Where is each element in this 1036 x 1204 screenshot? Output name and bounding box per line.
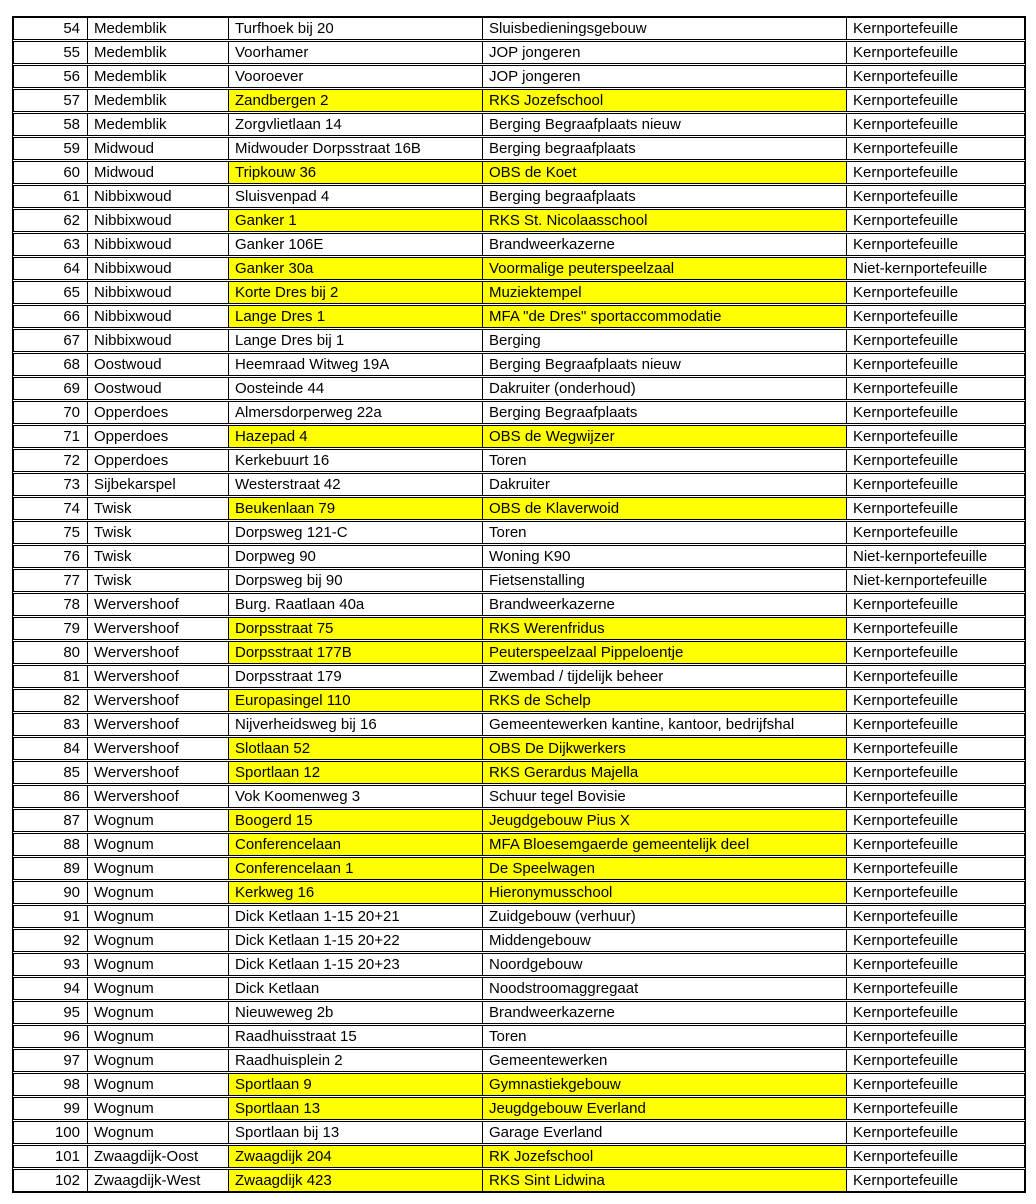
cell-place: Zwaagdijk-West: [88, 1170, 229, 1191]
cell-portfolio: Kernportefeuille: [853, 116, 959, 133]
table-row-57: [13, 89, 1025, 112]
cell-place: Opperdoes: [88, 402, 229, 423]
cell-address: Lange Dres 1: [229, 306, 483, 327]
cell-description: MFA Bloesemgaerde gemeentelijk deel: [483, 834, 847, 855]
cell-number: 68: [14, 354, 88, 375]
table-row-84: [13, 737, 1025, 760]
cell-portfolio: Kernportefeuille: [853, 500, 959, 517]
cell-number: 58: [14, 114, 88, 135]
cell-address: Zorgvlietlaan 14: [229, 114, 483, 135]
cell-address: Zwaagdijk 204: [229, 1146, 483, 1167]
cell-place: Nibbixwoud: [88, 282, 229, 303]
cell-number: 86: [14, 786, 88, 807]
cell-portfolio: Kernportefeuille: [853, 404, 959, 421]
cell-portfolio: Kernportefeuille: [853, 932, 959, 949]
table-row-87: [13, 809, 1025, 832]
table-row-92: [13, 929, 1025, 952]
cell-address: Dorpsstraat 179: [229, 666, 483, 687]
cell-place: Wognum: [88, 1122, 229, 1143]
cell-number: 78: [14, 594, 88, 615]
cell-place: Wognum: [88, 930, 229, 951]
cell-address: Turfhoek bij 20: [229, 18, 483, 39]
cell-place: Nibbixwoud: [88, 330, 229, 351]
table-row-83: [13, 713, 1025, 736]
cell-address: Boogerd 15: [229, 810, 483, 831]
cell-portfolio: Kernportefeuille: [853, 428, 959, 445]
cell-number: 95: [14, 1002, 88, 1023]
cell-address: Sportlaan 13: [229, 1098, 483, 1119]
cell-address: Sportlaan 9: [229, 1074, 483, 1095]
property-portfolio-table: [12, 16, 1026, 1193]
cell-description: Schuur tegel Bovisie: [483, 786, 847, 807]
cell-number: 67: [14, 330, 88, 351]
table-row-55: [13, 41, 1025, 64]
cell-address: Kerkebuurt 16: [229, 450, 483, 471]
table-row-89: [13, 857, 1025, 880]
table-row-70: [13, 401, 1025, 424]
cell-address: Hazepad 4: [229, 426, 483, 447]
cell-portfolio: Kernportefeuille: [853, 692, 959, 709]
cell-place: Wognum: [88, 1026, 229, 1047]
cell-portfolio: Kernportefeuille: [853, 884, 959, 901]
cell-address: Conferencelaan 1: [229, 858, 483, 879]
cell-description: Peuterspeelzaal Pippeloentje: [483, 642, 847, 663]
cell-description: Middengebouw: [483, 930, 847, 951]
table-row-100: [13, 1121, 1025, 1144]
cell-portfolio: Kernportefeuille: [853, 44, 959, 61]
cell-number: 59: [14, 138, 88, 159]
cell-address: Beukenlaan 79: [229, 498, 483, 519]
cell-description: Gymnastiekgebouw: [483, 1074, 847, 1095]
cell-place: Nibbixwoud: [88, 306, 229, 327]
cell-description: Muziektempel: [483, 282, 847, 303]
cell-place: Wognum: [88, 882, 229, 903]
cell-description: Garage Everland: [483, 1122, 847, 1143]
cell-description: Zwembad / tijdelijk beheer: [483, 666, 847, 687]
cell-number: 98: [14, 1074, 88, 1095]
cell-portfolio: Kernportefeuille: [853, 188, 959, 205]
cell-address: Zandbergen 2: [229, 90, 483, 111]
table-row-98: [13, 1073, 1025, 1096]
cell-place: Midwoud: [88, 138, 229, 159]
cell-place: Midwoud: [88, 162, 229, 183]
cell-description: Jeugdgebouw Pius X: [483, 810, 847, 831]
cell-place: Twisk: [88, 570, 229, 591]
cell-place: Wervershoof: [88, 618, 229, 639]
cell-portfolio: Kernportefeuille: [853, 836, 959, 853]
cell-description: Zuidgebouw (verhuur): [483, 906, 847, 927]
cell-address: Voorhamer: [229, 42, 483, 63]
cell-portfolio: Kernportefeuille: [853, 1052, 959, 1069]
cell-address: Slotlaan 52: [229, 738, 483, 759]
table-row-61: [13, 185, 1025, 208]
table-row-93: [13, 953, 1025, 976]
cell-address: Dick Ketlaan 1-15 20+22: [229, 930, 483, 951]
cell-place: Twisk: [88, 498, 229, 519]
cell-description: Woning K90: [483, 546, 847, 567]
cell-address: Dorpsstraat 75: [229, 618, 483, 639]
cell-place: Wervershoof: [88, 642, 229, 663]
cell-address: Vooroever: [229, 66, 483, 87]
table-row-76: [13, 545, 1025, 568]
cell-number: 83: [14, 714, 88, 735]
cell-place: Wervershoof: [88, 690, 229, 711]
table-row-80: [13, 641, 1025, 664]
cell-number: 97: [14, 1050, 88, 1071]
cell-description: Gemeentewerken: [483, 1050, 847, 1071]
cell-address: Zwaagdijk 423: [229, 1170, 483, 1191]
table-row-56: [13, 65, 1025, 88]
cell-address: Europasingel 110: [229, 690, 483, 711]
cell-description: Brandweerkazerne: [483, 1002, 847, 1023]
table-row-101: [13, 1145, 1025, 1168]
table-row-85: [13, 761, 1025, 784]
cell-address: Ganker 30a: [229, 258, 483, 279]
cell-portfolio: Kernportefeuille: [853, 1100, 959, 1117]
cell-number: 96: [14, 1026, 88, 1047]
cell-address: Lange Dres bij 1: [229, 330, 483, 351]
cell-place: Wervershoof: [88, 762, 229, 783]
table-row-65: [13, 281, 1025, 304]
cell-portfolio: Kernportefeuille: [853, 380, 959, 397]
cell-address: Ganker 1: [229, 210, 483, 231]
cell-number: 99: [14, 1098, 88, 1119]
cell-description: OBS de Wegwijzer: [483, 426, 847, 447]
cell-place: Medemblik: [88, 18, 229, 39]
cell-portfolio: Kernportefeuille: [853, 1124, 959, 1141]
cell-number: 56: [14, 66, 88, 87]
table-row-97: [13, 1049, 1025, 1072]
cell-description: MFA "de Dres" sportaccommodatie: [483, 306, 847, 327]
table-row-54: [13, 17, 1025, 40]
cell-number: 101: [14, 1146, 88, 1167]
cell-description: Sluisbedieningsgebouw: [483, 18, 847, 39]
cell-number: 61: [14, 186, 88, 207]
table-row-102: [13, 1169, 1025, 1192]
cell-portfolio: Kernportefeuille: [853, 908, 959, 925]
cell-address: Kerkweg 16: [229, 882, 483, 903]
cell-place: Wervershoof: [88, 594, 229, 615]
table-row-90: [13, 881, 1025, 904]
cell-portfolio: Kernportefeuille: [853, 956, 959, 973]
table-row-60: [13, 161, 1025, 184]
cell-place: Twisk: [88, 522, 229, 543]
cell-description: RKS de Schelp: [483, 690, 847, 711]
cell-description: RK Jozefschool: [483, 1146, 847, 1167]
table-row-64: [13, 257, 1025, 280]
cell-description: Berging begraafplaats: [483, 186, 847, 207]
cell-place: Medemblik: [88, 42, 229, 63]
cell-portfolio: Kernportefeuille: [853, 1028, 959, 1045]
cell-number: 65: [14, 282, 88, 303]
cell-portfolio: Kernportefeuille: [853, 92, 959, 109]
cell-place: Zwaagdijk-Oost: [88, 1146, 229, 1167]
cell-address: Dorpsweg 121-C: [229, 522, 483, 543]
cell-description: RKS Jozefschool: [483, 90, 847, 111]
cell-place: Wervershoof: [88, 666, 229, 687]
cell-address: Westerstraat 42: [229, 474, 483, 495]
cell-number: 77: [14, 570, 88, 591]
cell-number: 90: [14, 882, 88, 903]
cell-address: Conferencelaan: [229, 834, 483, 855]
cell-portfolio: Kernportefeuille: [853, 1172, 959, 1189]
cell-portfolio: Kernportefeuille: [853, 332, 959, 349]
cell-address: Heemraad Witweg 19A: [229, 354, 483, 375]
cell-place: Nibbixwoud: [88, 234, 229, 255]
cell-description: Toren: [483, 522, 847, 543]
cell-description: OBS de Klaverwoid: [483, 498, 847, 519]
table-row-68: [13, 353, 1025, 376]
cell-number: 60: [14, 162, 88, 183]
cell-description: Jeugdgebouw Everland: [483, 1098, 847, 1119]
cell-portfolio: Kernportefeuille: [853, 980, 959, 997]
cell-address: Dorpsweg bij 90: [229, 570, 483, 591]
cell-portfolio: Kernportefeuille: [853, 668, 959, 685]
cell-description: Voormalige peuterspeelzaal: [483, 258, 847, 279]
cell-place: Wervershoof: [88, 714, 229, 735]
cell-description: OBS de Koet: [483, 162, 847, 183]
cell-address: Almersdorperweg 22a: [229, 402, 483, 423]
cell-number: 71: [14, 426, 88, 447]
cell-place: Wognum: [88, 810, 229, 831]
cell-description: JOP jongeren: [483, 42, 847, 63]
cell-description: Brandweerkazerne: [483, 234, 847, 255]
cell-number: 102: [14, 1170, 88, 1191]
cell-address: Sportlaan bij 13: [229, 1122, 483, 1143]
cell-portfolio: Kernportefeuille: [853, 740, 959, 757]
cell-portfolio: Kernportefeuille: [853, 452, 959, 469]
cell-number: 62: [14, 210, 88, 231]
cell-number: 94: [14, 978, 88, 999]
cell-place: Nibbixwoud: [88, 210, 229, 231]
table-row-91: [13, 905, 1025, 928]
cell-number: 88: [14, 834, 88, 855]
cell-address: Midwouder Dorpsstraat 16B: [229, 138, 483, 159]
table-row-94: [13, 977, 1025, 1000]
cell-place: Oostwoud: [88, 354, 229, 375]
cell-description: Dakruiter (onderhoud): [483, 378, 847, 399]
cell-number: 93: [14, 954, 88, 975]
cell-place: Opperdoes: [88, 426, 229, 447]
cell-place: Medemblik: [88, 66, 229, 87]
cell-address: Sportlaan 12: [229, 762, 483, 783]
cell-portfolio: Kernportefeuille: [853, 764, 959, 781]
cell-place: Twisk: [88, 546, 229, 567]
cell-number: 64: [14, 258, 88, 279]
cell-place: Wervershoof: [88, 786, 229, 807]
table-row-78: [13, 593, 1025, 616]
cell-description: RKS Sint Lidwina: [483, 1170, 847, 1191]
cell-description: OBS De Dijkwerkers: [483, 738, 847, 759]
cell-address: Vok Koomenweg 3: [229, 786, 483, 807]
cell-portfolio: Kernportefeuille: [853, 716, 959, 733]
cell-portfolio: Kernportefeuille: [853, 1004, 959, 1021]
cell-description: Berging Begraafplaats nieuw: [483, 354, 847, 375]
cell-address: Raadhuisplein 2: [229, 1050, 483, 1071]
cell-number: 69: [14, 378, 88, 399]
cell-portfolio: Kernportefeuille: [853, 524, 959, 541]
cell-number: 79: [14, 618, 88, 639]
cell-portfolio: Kernportefeuille: [853, 860, 959, 877]
cell-place: Wognum: [88, 978, 229, 999]
cell-number: 84: [14, 738, 88, 759]
cell-place: Wervershoof: [88, 738, 229, 759]
cell-portfolio: Kernportefeuille: [853, 212, 959, 229]
cell-place: Medemblik: [88, 114, 229, 135]
cell-description: JOP jongeren: [483, 66, 847, 87]
cell-description: RKS St. Nicolaasschool: [483, 210, 847, 231]
table-row-82: [13, 689, 1025, 712]
table-row-73: [13, 473, 1025, 496]
cell-portfolio: Kernportefeuille: [853, 68, 959, 85]
cell-address: Dorpweg 90: [229, 546, 483, 567]
cell-place: Wognum: [88, 834, 229, 855]
cell-address: Raadhuisstraat 15: [229, 1026, 483, 1047]
cell-address: Dick Ketlaan: [229, 978, 483, 999]
table-row-59: [13, 137, 1025, 160]
cell-portfolio: Kernportefeuille: [853, 1076, 959, 1093]
cell-description: Fietsenstalling: [483, 570, 847, 591]
cell-number: 54: [14, 18, 88, 39]
cell-number: 57: [14, 90, 88, 111]
cell-place: Oostwoud: [88, 378, 229, 399]
table-row-69: [13, 377, 1025, 400]
cell-description: De Speelwagen: [483, 858, 847, 879]
cell-address: Oosteinde 44: [229, 378, 483, 399]
cell-portfolio: Kernportefeuille: [853, 476, 959, 493]
cell-number: 75: [14, 522, 88, 543]
cell-number: 70: [14, 402, 88, 423]
table-row-96: [13, 1025, 1025, 1048]
cell-portfolio: Kernportefeuille: [853, 644, 959, 661]
table-row-75: [13, 521, 1025, 544]
table-row-86: [13, 785, 1025, 808]
cell-number: 80: [14, 642, 88, 663]
cell-description: Berging Begraafplaats nieuw: [483, 114, 847, 135]
cell-number: 73: [14, 474, 88, 495]
cell-number: 87: [14, 810, 88, 831]
cell-place: Nibbixwoud: [88, 258, 229, 279]
cell-address: Nijverheidsweg bij 16: [229, 714, 483, 735]
cell-address: Ganker 106E: [229, 234, 483, 255]
table-row-63: [13, 233, 1025, 256]
cell-description: RKS Werenfridus: [483, 618, 847, 639]
cell-portfolio: Kernportefeuille: [853, 164, 959, 181]
cell-place: Medemblik: [88, 90, 229, 111]
cell-portfolio: Kernportefeuille: [853, 788, 959, 805]
cell-description: Berging begraafplaats: [483, 138, 847, 159]
cell-portfolio: Kernportefeuille: [853, 1148, 959, 1165]
table-row-79: [13, 617, 1025, 640]
cell-place: Wognum: [88, 858, 229, 879]
cell-description: Berging Begraafplaats: [483, 402, 847, 423]
cell-number: 91: [14, 906, 88, 927]
table-row-66: [13, 305, 1025, 328]
cell-address: Sluisvenpad 4: [229, 186, 483, 207]
cell-portfolio: Kernportefeuille: [853, 20, 959, 37]
cell-portfolio: Kernportefeuille: [853, 356, 959, 373]
cell-number: 85: [14, 762, 88, 783]
cell-portfolio: Kernportefeuille: [853, 236, 959, 253]
cell-address: Dick Ketlaan 1-15 20+21: [229, 906, 483, 927]
cell-portfolio: Kernportefeuille: [853, 620, 959, 637]
cell-address: Burg. Raatlaan 40a: [229, 594, 483, 615]
cell-address: Nieuweweg 2b: [229, 1002, 483, 1023]
cell-place: Wognum: [88, 1050, 229, 1071]
cell-place: Wognum: [88, 906, 229, 927]
cell-place: Wognum: [88, 1002, 229, 1023]
table-row-67: [13, 329, 1025, 352]
table-row-81: [13, 665, 1025, 688]
cell-address: Dick Ketlaan 1-15 20+23: [229, 954, 483, 975]
cell-place: Wognum: [88, 1098, 229, 1119]
cell-portfolio: Niet-kernportefeuille: [853, 548, 988, 565]
cell-description: RKS Gerardus Majella: [483, 762, 847, 783]
cell-portfolio: Niet-kernportefeuille: [853, 260, 988, 277]
table-row-99: [13, 1097, 1025, 1120]
cell-description: Noordgebouw: [483, 954, 847, 975]
table-row-88: [13, 833, 1025, 856]
cell-description: Berging: [483, 330, 847, 351]
cell-number: 66: [14, 306, 88, 327]
cell-place: Wognum: [88, 1074, 229, 1095]
cell-number: 63: [14, 234, 88, 255]
cell-place: Nibbixwoud: [88, 186, 229, 207]
cell-number: 76: [14, 546, 88, 567]
cell-address: Tripkouw 36: [229, 162, 483, 183]
cell-number: 55: [14, 42, 88, 63]
cell-number: 89: [14, 858, 88, 879]
table-row-74: [13, 497, 1025, 520]
table-row-95: [13, 1001, 1025, 1024]
cell-description: Noodstroomaggregaat: [483, 978, 847, 999]
cell-place: Wognum: [88, 954, 229, 975]
cell-number: 81: [14, 666, 88, 687]
cell-address: Korte Dres bij 2: [229, 282, 483, 303]
table-row-58: [13, 113, 1025, 136]
cell-portfolio: Kernportefeuille: [853, 308, 959, 325]
cell-description: Dakruiter: [483, 474, 847, 495]
cell-description: Gemeentewerken kantine, kantoor, bedrijfshal: [483, 714, 847, 735]
cell-portfolio: Niet-kernportefeuille: [853, 572, 988, 589]
table-row-62: [13, 209, 1025, 232]
cell-portfolio: Kernportefeuille: [853, 284, 959, 301]
cell-number: 72: [14, 450, 88, 471]
cell-description: Toren: [483, 450, 847, 471]
cell-description: Toren: [483, 1026, 847, 1047]
cell-number: 74: [14, 498, 88, 519]
cell-number: 100: [14, 1122, 88, 1143]
cell-number: 92: [14, 930, 88, 951]
cell-description: Hieronymusschool: [483, 882, 847, 903]
cell-portfolio: Kernportefeuille: [853, 596, 959, 613]
table-row-77: [13, 569, 1025, 592]
cell-description: Brandweerkazerne: [483, 594, 847, 615]
cell-portfolio: Kernportefeuille: [853, 812, 959, 829]
table-row-71: [13, 425, 1025, 448]
cell-place: Opperdoes: [88, 450, 229, 471]
cell-number: 82: [14, 690, 88, 711]
cell-portfolio: Kernportefeuille: [853, 140, 959, 157]
cell-place: Sijbekarspel: [88, 474, 229, 495]
table-row-72: [13, 449, 1025, 472]
cell-address: Dorpsstraat 177B: [229, 642, 483, 663]
